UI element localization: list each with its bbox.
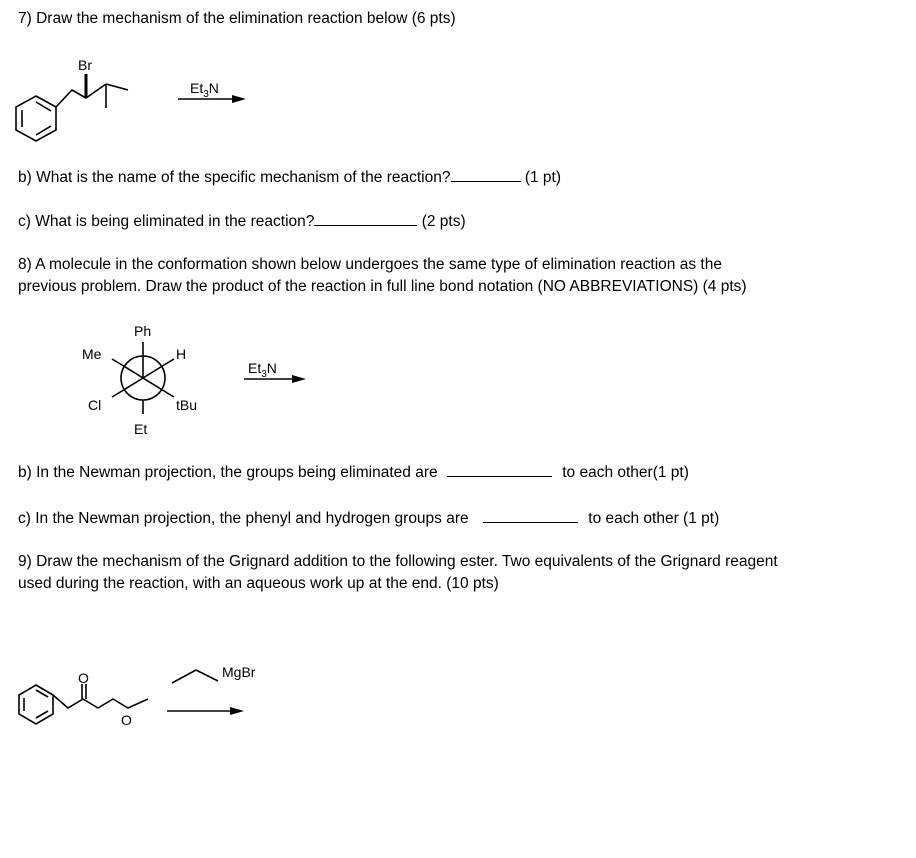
q8-part-c	[18, 508, 719, 529]
q7-part-b	[18, 167, 561, 188]
reagent-q7: $Et_3N$	[190, 80, 219, 100]
newman-top-label: Ph	[134, 323, 152, 339]
ester-o-label: O	[121, 712, 132, 728]
q8-part-c-text: c) In the Newman projection, the phenyl and hydrogen groups are	[18, 510, 469, 527]
q7-part-c-pts: (2 pts)	[421, 213, 466, 230]
q8-part-b-tail: to each other(1 pt)	[562, 464, 689, 481]
newman-back-right-label: tBu	[176, 397, 198, 413]
q8-line2: previous problem. Draw the product of the reaction in full line bond notation (NO ABBREVIATIONS) (4 pts)	[18, 278, 747, 295]
q7-part-c	[18, 211, 466, 232]
newman-front-right-label: H	[176, 346, 187, 362]
answer-blank-q8b[interactable]	[447, 462, 552, 477]
reagent-q8: $Et_3N$	[248, 360, 277, 380]
answer-blank-q8c[interactable]	[483, 508, 578, 523]
q7-title: 7) Draw the mechanism of the elimination reaction below (6 pts)	[18, 10, 456, 27]
q8-part-b-text: b) In the Newman projection, the groups being eliminated are	[18, 464, 438, 481]
q8-part-b	[18, 462, 689, 483]
br-label: Br	[78, 57, 92, 73]
newman-front-left-label: Me	[82, 346, 102, 362]
q8-part-c-tail: to each other (1 pt)	[588, 510, 720, 527]
q7-part-c-text: c) What is being eliminated in the reaction?	[18, 213, 315, 230]
ester-chain	[53, 695, 148, 708]
newman-back-left-label: Cl	[88, 397, 102, 413]
answer-blank-q7c[interactable]	[314, 211, 417, 226]
grignard-label: MgBr	[222, 664, 256, 680]
q7-part-b-text: b) What is the name of the specific mechanism of the reaction?	[18, 169, 451, 186]
q9-line1: 9) Draw the mechanism of the Grignard addition to the following ester. Two equivalents of the Grignard reagent	[18, 553, 778, 570]
answer-blank-q7b[interactable]	[451, 167, 521, 182]
q7-part-b-pts: (1 pt)	[524, 169, 561, 186]
alkyl-chain-q7	[56, 84, 106, 107]
newman-bottom-label: Et	[134, 421, 148, 437]
grignard-chain	[172, 670, 196, 683]
carbonyl-o-label: O	[78, 670, 89, 686]
q8-line1: 8) A molecule in the conformation shown below undergoes the same type of elimination reaction as the	[18, 256, 722, 273]
q9-line2: used during the reaction, with an aqueous work up at the end. (10 pts)	[18, 575, 499, 592]
